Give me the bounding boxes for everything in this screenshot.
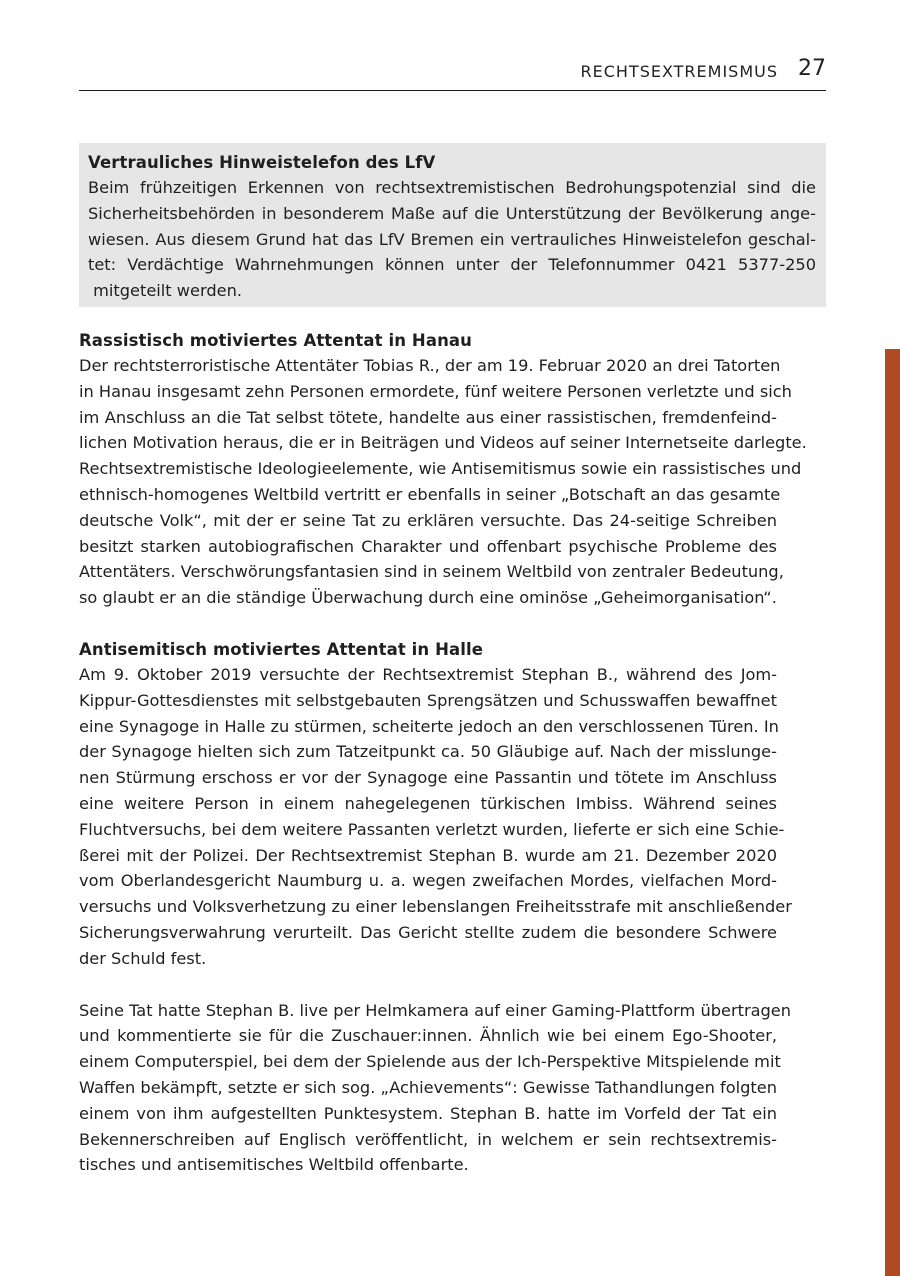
paragraph-line: Bekennerschreiben auf Englisch veröffentlicht, in welchem er sein rechtsextremis-: [79, 1129, 777, 1149]
paragraph-line: nen Stürmung erschoss er vor der Synagoge eine Passantin und tötete im Anschluss: [79, 768, 777, 788]
paragraph-line: und kommentierte sie für die Zuschauer:innen. Ähnlich wie bei einem Ego-Shooter,: [79, 1026, 777, 1046]
info-box-line: mitgeteilt werden.: [88, 281, 242, 301]
paragraph-line: tisches und antisemitisches Weltbild offenbarte.: [79, 1155, 469, 1175]
info-box-title: Vertrauliches Hinweistelefon des LfV: [88, 153, 436, 172]
chapter-color-bar: [885, 349, 900, 1276]
paragraph-line: einem Computerspiel, bei dem der Spielende aus der Ich-Perspektive Mitspielende mit: [79, 1052, 781, 1072]
paragraph-line: im Anschluss an die Tat selbst tötete, handelte aus einer rassistischen, fremdenfeind-: [79, 407, 777, 427]
paragraph-line: der Synagoge hielten sich zum Tatzeitpunkt ca. 50 Gläubige auf. Nach der misslunge-: [79, 742, 777, 762]
paragraph-line: so glaubt er an die ständige Überwachung durch eine ominöse „Geheimorganisation“.: [79, 588, 777, 608]
paragraph-line: Rechtsextremistische Ideologieelemente, wie Antisemitismus sowie ein rassistisches und: [79, 459, 802, 479]
info-box-line: Sicherheitsbehörden in besonderem Maße auf die Unterstützung der Bevölkerung ange-: [88, 203, 816, 223]
running-header: [79, 56, 826, 91]
paragraph-gap: [79, 972, 777, 998]
paragraph-line: der Schuld fest.: [79, 948, 207, 968]
paragraph-line: in Hanau insgesamt zehn Personen ermordete, fünf weitere Personen verletzte und sich: [79, 381, 792, 401]
paragraph-line: Der rechtsterroristische Attentäter Tobias R., der am 19. Februar 2020 an drei Tatorten: [79, 356, 781, 375]
paragraph-line: einem von ihm aufgestellten Punktesystem. Stephan B. hatte im Vorfeld der Tat ein: [79, 1103, 777, 1123]
section-heading: Rassistisch motiviertes Attentat in Hanau: [79, 331, 473, 350]
paragraph-line: eine Synagoge in Halle zu stürmen, scheiterte jedoch an den verschlossenen Türen. In: [79, 716, 779, 736]
main-content: [79, 328, 807, 1178]
paragraph-line: ethnisch-homogenes Weltbild vertritt er ebenfalls in seiner „Botschaft an das gesamte: [79, 484, 781, 504]
paragraph-line: lichen Motivation heraus, die er in Beiträgen und Videos auf seiner Internetseite darlegte.: [79, 433, 807, 453]
paragraph-line: Kippur-Gottesdienstes mit selbstgebauten Sprengsätzen und Schusswaffen bewaffnet: [79, 690, 777, 710]
info-box-line: wiesen. Aus diesem Grund hat das LfV Bremen ein vertrauliches Hinweistelefon geschal-: [88, 229, 816, 249]
paragraph-line: Fluchtversuchs, bei dem weitere Passanten verletzt wurden, lieferte er sich eine Schie-: [79, 819, 785, 839]
info-box-line: Beim frühzeitigen Erkennen von rechtsextremistischen Bedrohungspotenzial sind die: [88, 178, 816, 197]
paragraph-line: versuchs und Volksverhetzung zu einer lebenslangen Freiheitsstrafe mit anschließender: [79, 897, 792, 917]
info-box: [79, 143, 826, 307]
info-box-line: tet: Verdächtige Wahrnehmungen können unter der Telefonnummer 0421 5377-250: [88, 255, 816, 275]
paragraph-line: ßerei mit der Polizei. Der Rechtsextremist Stephan B. wurde am 21. Dezember 2020: [79, 845, 777, 865]
paragraph-line: Attentäters. Verschwörungsfantasien sind in seinem Weltbild von zentraler Bedeutung,: [79, 562, 784, 582]
section-gap: [79, 611, 777, 637]
section-heading: Antisemitisch motiviertes Attentat in Halle: [79, 639, 484, 659]
paragraph-line: Sicherungsverwahrung verurteilt. Das Gericht stellte zudem die besondere Schwere: [79, 922, 777, 942]
paragraph-line: eine weitere Person in einem nahegelegenen türkischen Imbiss. Während seines: [79, 793, 777, 813]
section-halle: [79, 637, 792, 1178]
paragraph-line: Seine Tat hatte Stephan B. live per Helmkamera auf einer Gaming-Plattform übertragen: [79, 1000, 792, 1020]
paragraph-line: besitzt starken autobiografischen Charakter und offenbart psychische Probleme des: [79, 536, 777, 556]
paragraph-line: Waffen bekämpft, setzte er sich sog. „Achievements“: Gewisse Tathandlungen folgten: [79, 1077, 777, 1097]
paragraph-line: Am 9. Oktober 2019 versuchte der Rechtsextremist Stephan B., während des Jom-: [79, 664, 777, 684]
page-number: 27: [798, 56, 826, 81]
paragraph-line: deutsche Volk“, mit der er seine Tat zu erklären versuchte. Das 24-seitige Schreiben: [79, 510, 777, 530]
paragraph-line: vom Oberlandesgericht Naumburg u. a. wegen zweifachen Mordes, vielfachen Mord-: [79, 871, 777, 891]
section-hanau: [79, 328, 807, 611]
section-title: RECHTSEXTREMISMUS: [580, 62, 778, 81]
